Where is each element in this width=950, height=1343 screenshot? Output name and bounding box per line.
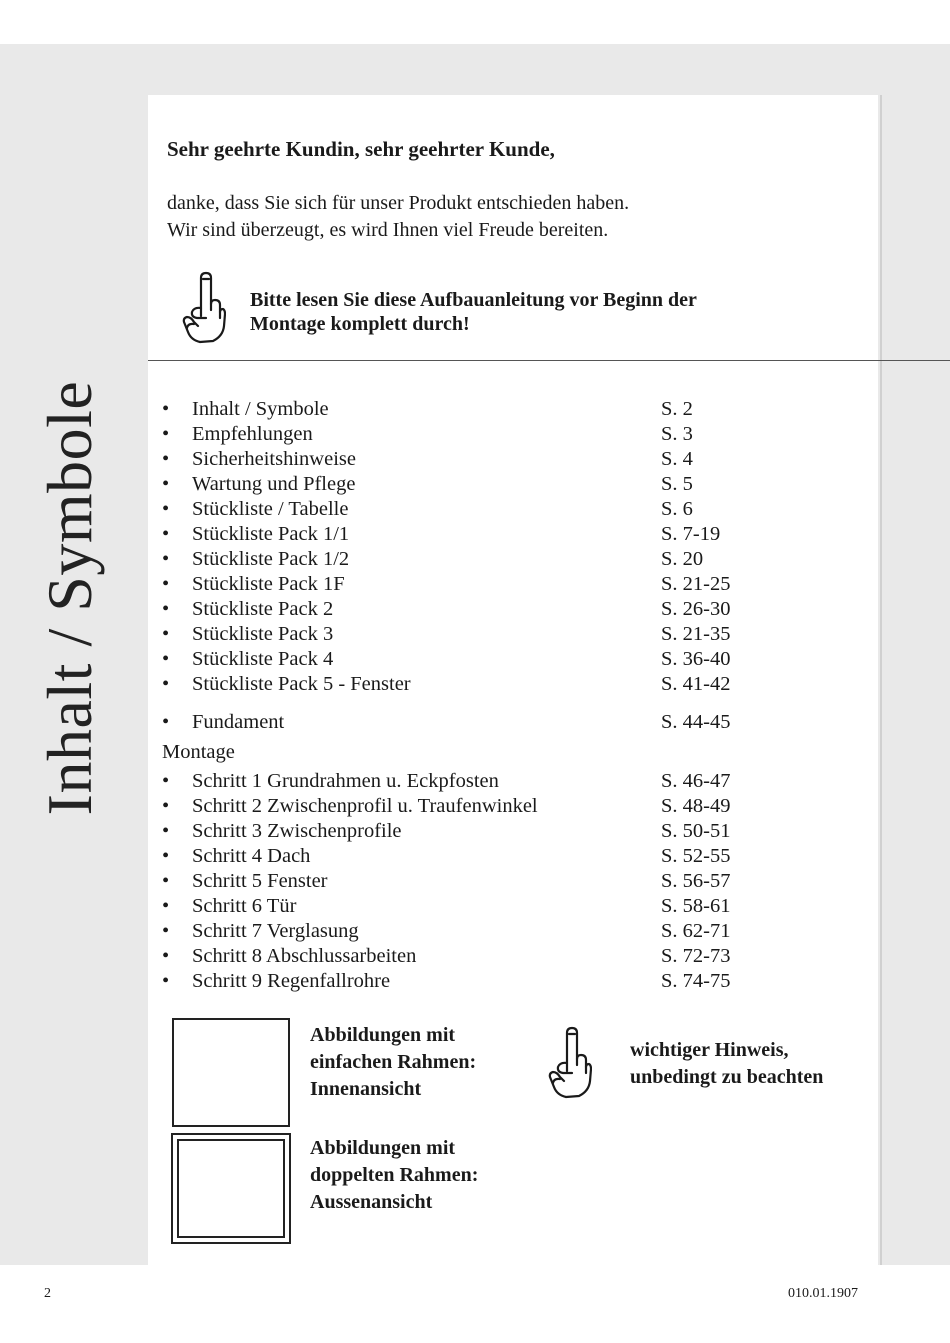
toc-page: S. 20 <box>661 548 704 570</box>
toc-item <box>162 894 782 919</box>
toc-label: Stückliste Pack 2 <box>192 598 334 620</box>
bullet-icon: • <box>162 473 170 495</box>
bullet-icon: • <box>162 870 170 892</box>
legend-line: Aussenansicht <box>310 1191 433 1213</box>
intro-text <box>167 190 629 244</box>
toc-item <box>162 572 782 597</box>
toc-page: S. 48-49 <box>661 795 731 817</box>
toc-page: S. 26-30 <box>661 598 731 620</box>
toc-page: S. 74-75 <box>661 970 731 992</box>
toc-item <box>162 769 782 794</box>
legend-line: Abbildungen mit <box>310 1024 456 1046</box>
toc-item <box>162 969 782 994</box>
bullet-icon: • <box>162 795 170 817</box>
toc-item <box>162 944 782 969</box>
right-band <box>878 95 950 1265</box>
legend-line: doppelten Rahmen: <box>310 1164 479 1186</box>
toc-page: S. 7-19 <box>661 523 721 545</box>
table-of-contents <box>162 397 782 994</box>
toc-label: Stückliste Pack 5 - Fenster <box>192 673 411 695</box>
toc-page: S. 46-47 <box>661 770 731 792</box>
toc-label: Schritt 6 Tür <box>192 895 297 917</box>
section-divider <box>148 360 950 361</box>
toc-label: Schritt 2 Zwischenprofil u. Traufenwinkel <box>192 795 538 817</box>
toc-page: S. 41-42 <box>661 673 731 695</box>
bullet-icon: • <box>162 970 170 992</box>
hint-legend <box>630 1037 823 1091</box>
toc-page: S. 3 <box>661 423 693 445</box>
bullet-icon: • <box>162 498 170 520</box>
bullet-icon: • <box>162 945 170 967</box>
document-code: 010.01.1907 <box>788 1286 858 1301</box>
montage-heading: Montage <box>162 741 235 763</box>
toc-item <box>162 397 782 422</box>
bullet-icon: • <box>162 398 170 420</box>
toc-item <box>162 844 782 869</box>
notice-line-1: Bitte lesen Sie diese Aufbauanleitung vor Beginn der <box>250 289 697 311</box>
legend-line: einfachen Rahmen: <box>310 1051 477 1073</box>
toc-page: S. 6 <box>661 498 693 520</box>
toc-label: Stückliste Pack 1F <box>192 573 345 595</box>
toc-page: S. 52-55 <box>661 845 731 867</box>
legend-line: unbedingt zu beachten <box>630 1066 824 1088</box>
toc-page: S. 62-71 <box>661 920 731 942</box>
toc-item <box>162 919 782 944</box>
toc-item <box>162 497 782 522</box>
toc-item <box>162 672 782 697</box>
toc-page: S. 5 <box>661 473 693 495</box>
toc-label: Stückliste Pack 1/2 <box>192 548 350 570</box>
toc-label: Schritt 4 Dach <box>192 845 311 867</box>
bullet-icon: • <box>162 423 170 445</box>
toc-item <box>162 622 782 647</box>
bullet-icon: • <box>162 548 170 570</box>
toc-label: Fundament <box>192 711 285 733</box>
toc-page: S. 72-73 <box>661 945 731 967</box>
toc-label: Schritt 5 Fenster <box>192 870 328 892</box>
toc-page: S. 21-35 <box>661 623 731 645</box>
greeting: Sehr geehrte Kundin, sehr geehrter Kunde, <box>167 137 555 161</box>
toc-page: S. 56-57 <box>661 870 731 892</box>
toc-page: S. 21-25 <box>661 573 731 595</box>
page-number: 2 <box>44 1286 51 1301</box>
toc-label: Schritt 3 Zwischenprofile <box>192 820 402 842</box>
toc-item <box>162 794 782 819</box>
toc-item <box>162 522 782 547</box>
bullet-icon: • <box>162 448 170 470</box>
toc-label: Wartung und Pflege <box>192 473 356 495</box>
toc-label: Stückliste Pack 4 <box>192 648 334 670</box>
toc-label: Inhalt / Symbole <box>192 398 329 420</box>
toc-item <box>162 597 782 622</box>
bullet-icon: • <box>162 845 170 867</box>
bullet-icon: • <box>162 895 170 917</box>
bullet-icon: • <box>162 820 170 842</box>
bullet-icon: • <box>162 673 170 695</box>
bullet-icon: • <box>162 623 170 645</box>
notice-line-2: Montage komplett durch! <box>250 313 470 335</box>
legend-line: wichtiger Hinweis, <box>630 1039 789 1061</box>
toc-item <box>162 869 782 894</box>
toc-page: S. 58-61 <box>661 895 731 917</box>
toc-item <box>162 472 782 497</box>
top-band <box>0 44 950 95</box>
intro-line-1: danke, dass Sie sich für unser Produkt entschieden haben. <box>167 192 630 214</box>
double-frame-inner <box>177 1139 285 1238</box>
legend-line: Innenansicht <box>310 1078 422 1100</box>
toc-page: S. 50-51 <box>661 820 731 842</box>
bullet-icon: • <box>162 573 170 595</box>
toc-item <box>162 547 782 572</box>
toc-page: S. 36-40 <box>661 648 731 670</box>
toc-item <box>162 447 782 472</box>
toc-label: Stückliste Pack 3 <box>192 623 334 645</box>
side-title: Inhalt / Symbole <box>34 380 105 816</box>
bullet-icon: • <box>162 920 170 942</box>
toc-page: S. 4 <box>661 448 693 470</box>
single-frame-legend <box>310 1022 476 1103</box>
reading-notice <box>250 288 697 336</box>
toc-label: Schritt 8 Abschlussarbeiten <box>192 945 417 967</box>
double-frame-legend <box>310 1135 478 1216</box>
bullet-icon: • <box>162 598 170 620</box>
toc-page: S. 2 <box>661 398 693 420</box>
toc-item <box>162 422 782 447</box>
double-frame-symbol <box>171 1133 291 1244</box>
toc-label: Stückliste / Tabelle <box>192 498 349 520</box>
toc-label: Schritt 7 Verglasung <box>192 920 359 942</box>
toc-page: S. 44-45 <box>661 711 731 733</box>
toc-item <box>162 819 782 844</box>
bullet-icon: • <box>162 770 170 792</box>
toc-label: Schritt 9 Regenfallrohre <box>192 970 391 992</box>
toc-label: Schritt 1 Grundrahmen u. Eckpfosten <box>192 770 499 792</box>
bullet-icon: • <box>162 711 170 733</box>
legend-line: Abbildungen mit <box>310 1137 456 1159</box>
toc-label: Sicherheitshinweise <box>192 448 356 470</box>
toc-label: Stückliste Pack 1/1 <box>192 523 350 545</box>
toc-label: Empfehlungen <box>192 423 313 445</box>
single-frame-symbol <box>172 1018 290 1127</box>
pointing-hand-icon <box>546 1025 592 1106</box>
right-divider <box>880 95 882 1265</box>
toc-item <box>162 647 782 672</box>
pointing-hand-icon <box>180 270 226 351</box>
bullet-icon: • <box>162 648 170 670</box>
intro-line-2: Wir sind überzeugt, es wird Ihnen viel Freude bereiten. <box>167 219 609 241</box>
bullet-icon: • <box>162 523 170 545</box>
toc-item-fundament <box>162 710 782 735</box>
